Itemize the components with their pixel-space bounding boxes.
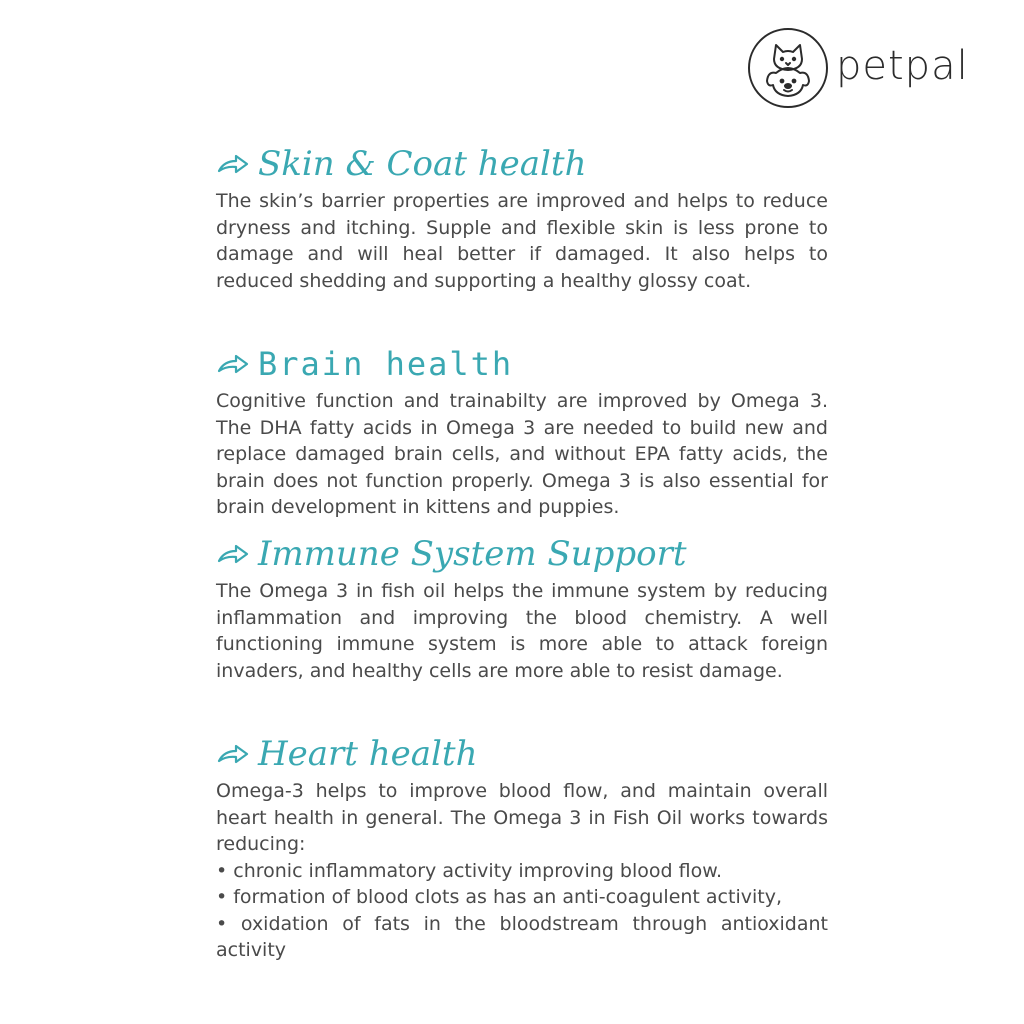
curved-arrow-icon [216,353,250,375]
section-heading [216,340,828,388]
section-heading [216,530,828,578]
curved-arrow-icon [216,153,250,175]
section-heading [216,140,828,188]
heading-text: Heart health [258,734,478,774]
section-body: Omega-3 helps to improve blood flow, and maintain overall heart health in general. The Omega 3 in Fish Oil works towards reducing: [216,780,828,855]
curved-arrow-icon [216,543,250,565]
section-body: The Omega 3 in fish oil helps the immune system by reducing inflammation and improving the blood chemistry. A well functioning immune system is more able to attack foreign invaders, and healthy cells are more able to resist damage. [216,580,828,682]
list-item: • formation of blood clots as has an anti-coagulent activity, [216,886,782,908]
heading-text: Brain health [258,345,514,383]
brand-logo [748,28,969,108]
section-heading [216,730,828,778]
heading-text: Skin & Coat health [258,144,587,184]
cat-and-dog-icon [748,28,828,108]
curved-arrow-icon [216,743,250,765]
list-item: • oxidation of fats in the bloodstream through antioxidant activity [216,912,828,961]
section-body: Cognitive function and trainabilty are improved by Omega 3. The DHA fatty acids in Omega 3 are needed to build new and replace damaged brain cells, and without EPA fatty acids, the brain does not function properly. Omega 3 is also essential for brain development in kittens and puppies. [216,390,828,518]
section-brain [216,340,828,521]
bullet-list [216,858,828,964]
section-heart [216,730,828,964]
list-item: • chronic inflammatory activity improving blood flow. [216,859,723,882]
brand-name: petpal [836,43,969,89]
heading-text: Immune System Support [258,534,687,574]
section-immune [216,530,828,684]
section-skin-coat [216,140,828,294]
section-body: The skin’s barrier properties are improved and helps to reduce dryness and itching. Supple and flexible skin is less prone to damage and will heal better if damaged. It also helps to reduced shedding and supporting a healthy glossy coat. [216,190,828,292]
